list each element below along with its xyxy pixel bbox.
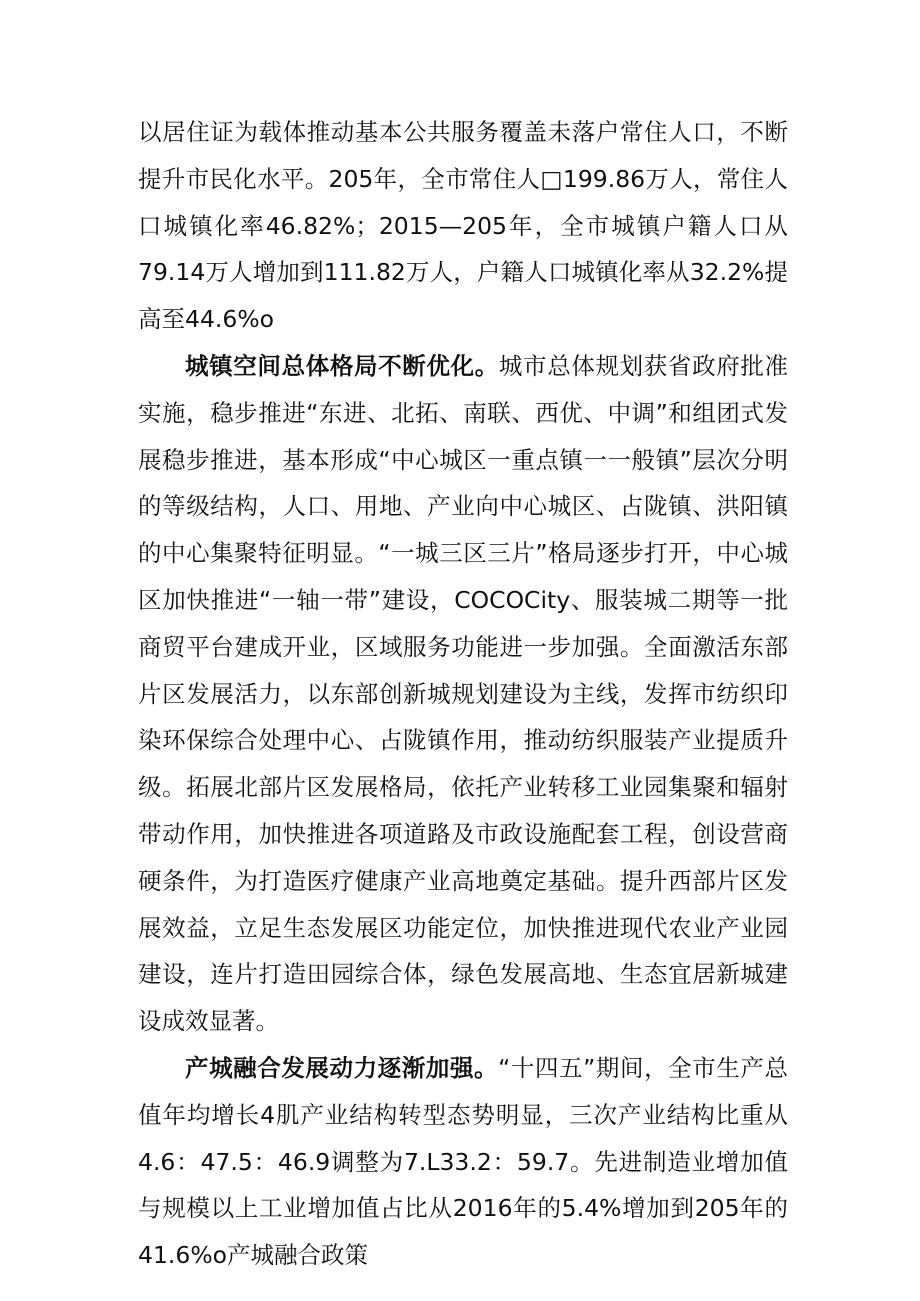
paragraph-body: “十四五”期间，全市生产总值年均增长4肌产业结构转型态势明显，三次产业结构比重从4.6：47.5：46.9调整为7.L33.2：59.7。先进制造业增加值与规模以上工业增加值占比从2016年的5.4%增加到205年的41.6%o产城融合政策 bbox=[138, 1053, 789, 1270]
paragraph-heading: 城镇空间总体格局不断优化。 bbox=[185, 351, 499, 380]
document-page bbox=[138, 109, 788, 1279]
paragraph-industry-city bbox=[138, 1045, 788, 1279]
paragraph-body: 城市总体规划获省政府批准实施，稳步推进“东进、北拓、南联、西优、中调”和组团式发展稳步推进，基本形成“中心城区一重点镇一一般镇”层次分明的等级结构，人口、用地、产业向中心城区、占陇镇、洪阳镇的中心集聚特征明显。“一城三区三片”格局逐步打开，中心城区加快推进“一轴一带”建设，COCOCity、服装城二期等一批商贸平台建成开业，区域服务功能进一步加强。全面激活东部片区发展活力，以东部创新城规划建设为主线，发挥市纺织印染环保综合处理中心、占陇镇作用，推动纺织服装产业提质升级。拓展北部片区发展格局，依托产业转移工业园集聚和辐射带动作用，加快推进各项道路及市政设施配套工程，创设营商硬条件，为打造医疗健康产业高地奠定基础。提升西部片区发展效益，立足生态发展区功能定位，加快推进现代农业产业园建设，连片打造田园综合体，绿色发展高地、生态宜居新城建设成效显著。 bbox=[138, 351, 789, 1036]
paragraph-urbanization bbox=[138, 109, 788, 343]
paragraph-spatial-layout bbox=[138, 343, 788, 1045]
paragraph-heading: 产城融合发展动力逐渐加强。 bbox=[185, 1053, 499, 1082]
paragraph-body: 以居住证为载体推动基本公共服务覆盖未落户常住人口，不断提升市民化水平。205年，全市常住人□199.86万人，常住人口城镇化率46.82%；2015—205年，全市城镇户籍人口从79.14万人增加到111.82万人，户籍人口城镇化率从32.2%提高至44.6%o bbox=[138, 118, 788, 334]
